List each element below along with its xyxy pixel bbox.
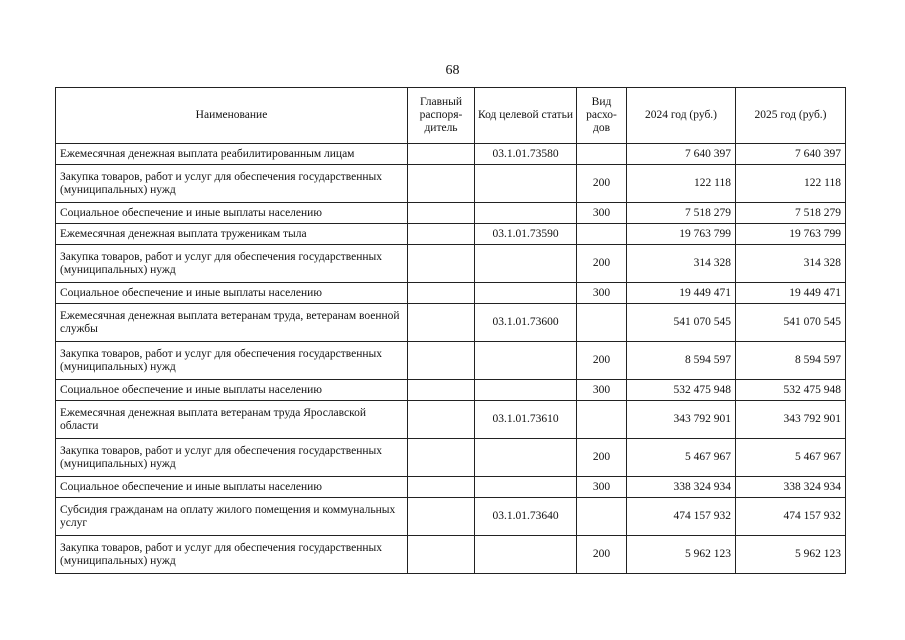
cell-type: 300: [577, 283, 627, 304]
cell-admin: [408, 245, 475, 283]
table-row: [56, 342, 846, 380]
cell-2025: 19 763 799: [736, 224, 846, 245]
cell-code: 03.1.01.73610: [475, 401, 577, 439]
cell-type: 200: [577, 439, 627, 477]
cell-type: 300: [577, 477, 627, 498]
cell-name: Закупка товаров, работ и услуг для обеспечения государственных (муниципальных) нужд: [56, 165, 408, 203]
cell-2025: 7 640 397: [736, 144, 846, 165]
cell-code: [475, 439, 577, 477]
cell-2025: 474 157 932: [736, 498, 846, 536]
header-admin: Главный распоря-дитель: [408, 88, 475, 144]
cell-admin: [408, 380, 475, 401]
cell-2025: 314 328: [736, 245, 846, 283]
cell-admin: [408, 536, 475, 574]
header-name: Наименование: [56, 88, 408, 144]
cell-type: [577, 498, 627, 536]
cell-name: Социальное обеспечение и иные выплаты населению: [56, 380, 408, 401]
cell-code: [475, 536, 577, 574]
cell-2024: 8 594 597: [627, 342, 736, 380]
table-row: [56, 304, 846, 342]
cell-name: Социальное обеспечение и иные выплаты населению: [56, 477, 408, 498]
table-row: [56, 401, 846, 439]
cell-2024: 532 475 948: [627, 380, 736, 401]
cell-code: 03.1.01.73590: [475, 224, 577, 245]
cell-name: Ежемесячная денежная выплата реабилитированным лицам: [56, 144, 408, 165]
cell-admin: [408, 144, 475, 165]
cell-type: 200: [577, 536, 627, 574]
cell-name: Закупка товаров, работ и услуг для обеспечения государственных (муниципальных) нужд: [56, 439, 408, 477]
cell-admin: [408, 304, 475, 342]
cell-2024: 541 070 545: [627, 304, 736, 342]
cell-2025: 541 070 545: [736, 304, 846, 342]
cell-code: [475, 165, 577, 203]
cell-2025: 122 118: [736, 165, 846, 203]
cell-admin: [408, 165, 475, 203]
cell-code: [475, 477, 577, 498]
cell-2024: 338 324 934: [627, 477, 736, 498]
header-2024: 2024 год (руб.): [627, 88, 736, 144]
header-type: Вид расхо-дов: [577, 88, 627, 144]
cell-2025: 7 518 279: [736, 203, 846, 224]
cell-type: 300: [577, 380, 627, 401]
cell-code: 03.1.01.73580: [475, 144, 577, 165]
cell-name: Ежемесячная денежная выплата ветеранам труда, ветеранам военной службы: [56, 304, 408, 342]
cell-code: 03.1.01.73640: [475, 498, 577, 536]
cell-admin: [408, 498, 475, 536]
cell-name: Закупка товаров, работ и услуг для обеспечения государственных (муниципальных) нужд: [56, 536, 408, 574]
cell-2025: 8 594 597: [736, 342, 846, 380]
cell-type: 200: [577, 165, 627, 203]
header-code: Код целевой статьи: [475, 88, 577, 144]
cell-name: Ежемесячная денежная выплата труженикам тыла: [56, 224, 408, 245]
cell-admin: [408, 401, 475, 439]
budget-table: [55, 87, 846, 574]
cell-code: [475, 245, 577, 283]
table-row: [56, 245, 846, 283]
table-row: [56, 203, 846, 224]
cell-2024: 343 792 901: [627, 401, 736, 439]
cell-admin: [408, 439, 475, 477]
table-row: [56, 439, 846, 477]
cell-2024: 122 118: [627, 165, 736, 203]
cell-2025: 5 467 967: [736, 439, 846, 477]
cell-name: Закупка товаров, работ и услуг для обеспечения государственных (муниципальных) нужд: [56, 342, 408, 380]
page-number: 68: [445, 63, 460, 78]
cell-type: [577, 144, 627, 165]
cell-type: 200: [577, 342, 627, 380]
cell-code: [475, 203, 577, 224]
cell-2024: 5 467 967: [627, 439, 736, 477]
cell-admin: [408, 283, 475, 304]
table-body: [56, 144, 846, 574]
cell-type: [577, 224, 627, 245]
cell-type: [577, 401, 627, 439]
cell-2024: 7 518 279: [627, 203, 736, 224]
header-2025: 2025 год (руб.): [736, 88, 846, 144]
cell-admin: [408, 477, 475, 498]
cell-admin: [408, 342, 475, 380]
cell-2025: 343 792 901: [736, 401, 846, 439]
cell-type: 300: [577, 203, 627, 224]
table-row: [56, 380, 846, 401]
cell-2024: 7 640 397: [627, 144, 736, 165]
cell-2024: 314 328: [627, 245, 736, 283]
cell-name: Субсидия гражданам на оплату жилого помещения и коммунальных услуг: [56, 498, 408, 536]
cell-code: [475, 380, 577, 401]
cell-2024: 19 449 471: [627, 283, 736, 304]
cell-admin: [408, 224, 475, 245]
cell-2025: 5 962 123: [736, 536, 846, 574]
cell-2024: 5 962 123: [627, 536, 736, 574]
cell-2025: 19 449 471: [736, 283, 846, 304]
cell-name: Закупка товаров, работ и услуг для обеспечения государственных (муниципальных) нужд: [56, 245, 408, 283]
table-row: [56, 283, 846, 304]
cell-2024: 19 763 799: [627, 224, 736, 245]
cell-2024: 474 157 932: [627, 498, 736, 536]
table-row: [56, 224, 846, 245]
cell-type: [577, 304, 627, 342]
cell-name: Социальное обеспечение и иные выплаты населению: [56, 203, 408, 224]
table-row: [56, 144, 846, 165]
table-row: [56, 536, 846, 574]
cell-2025: 338 324 934: [736, 477, 846, 498]
table-row: [56, 477, 846, 498]
cell-type: 200: [577, 245, 627, 283]
cell-admin: [408, 203, 475, 224]
table-row: [56, 165, 846, 203]
cell-name: Ежемесячная денежная выплата ветеранам труда Ярославской области: [56, 401, 408, 439]
header-row: [56, 88, 846, 144]
cell-code: [475, 283, 577, 304]
table-row: [56, 498, 846, 536]
cell-code: 03.1.01.73600: [475, 304, 577, 342]
cell-name: Социальное обеспечение и иные выплаты населению: [56, 283, 408, 304]
cell-2025: 532 475 948: [736, 380, 846, 401]
cell-code: [475, 342, 577, 380]
